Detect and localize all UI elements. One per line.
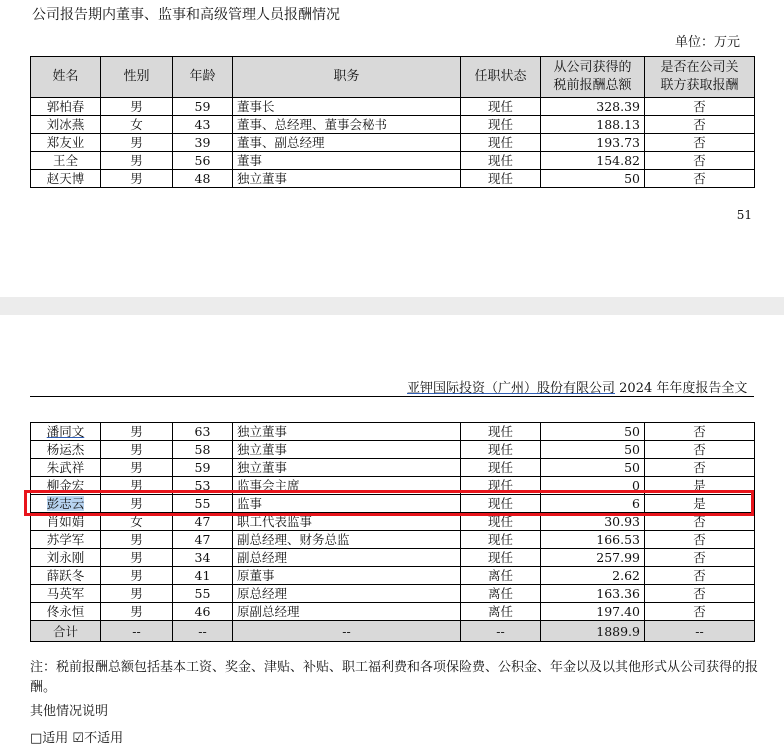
cell-related: 否 xyxy=(645,116,755,134)
cell-related: 否 xyxy=(645,603,755,621)
cell-age: 58 xyxy=(173,441,233,459)
cell-related: 否 xyxy=(645,98,755,116)
cell-name: 刘永刚 xyxy=(31,549,101,567)
cell-status: 现任 xyxy=(461,116,541,134)
applicability-checkboxes: □适用 ☑不适用 xyxy=(30,731,124,746)
cell-age: 59 xyxy=(173,459,233,477)
table-row xyxy=(31,423,755,441)
header-rule xyxy=(30,396,754,397)
cell-name: 赵天博 xyxy=(31,170,101,188)
cell-related: 是 xyxy=(645,495,755,513)
cell-position: 副总经理、财务总监 xyxy=(233,531,461,549)
page-number: 51 xyxy=(736,208,752,222)
highlight-box xyxy=(24,490,754,516)
cell-age: 63 xyxy=(173,423,233,441)
cell-name: 朱武祥 xyxy=(31,459,101,477)
unit-label: 单位：万元 xyxy=(674,35,740,50)
header-status: 任职状态 xyxy=(461,57,541,98)
table-row xyxy=(31,531,755,549)
name-text: 潘同文 xyxy=(46,424,85,439)
cell-position: 独立董事 xyxy=(233,441,461,459)
report-title: 2024 年年度报告全文 xyxy=(615,381,748,396)
header-pay-line1: 从公司获得的 xyxy=(553,60,632,75)
cell-gender: 男 xyxy=(101,495,173,513)
cell-position: 独立董事 xyxy=(233,459,461,477)
header-related-line1: 是否在公司关 xyxy=(660,60,739,75)
cell-pay: 50 xyxy=(541,170,645,188)
cell-age: 41 xyxy=(173,567,233,585)
company-name: 亚钾国际投资（广州）股份有限公司 xyxy=(407,381,616,396)
cell-related: 否 xyxy=(645,152,755,170)
cell-gender: 男 xyxy=(101,423,173,441)
cell-gender: 男 xyxy=(101,441,173,459)
cell-pay: 30.93 xyxy=(541,513,645,531)
cell-age: 46 xyxy=(173,603,233,621)
cell-name: 刘冰燕 xyxy=(31,116,101,134)
cell-status: 离任 xyxy=(461,567,541,585)
cell-status: 现任 xyxy=(461,513,541,531)
cell-status: 现任 xyxy=(461,423,541,441)
cell-status: 现任 xyxy=(461,441,541,459)
cell-related: 否 xyxy=(645,585,755,603)
cell-age: 47 xyxy=(173,531,233,549)
cell-age: 34 xyxy=(173,549,233,567)
cell-related: 否 xyxy=(645,513,755,531)
table-row xyxy=(31,567,755,585)
table-row xyxy=(31,152,755,170)
table-row xyxy=(31,549,755,567)
cell-gender: 男 xyxy=(101,477,173,495)
page-header xyxy=(407,377,747,396)
cell-pay: 0 xyxy=(541,477,645,495)
total-pay: 1889.9 xyxy=(541,621,645,642)
cell-gender: 男 xyxy=(101,549,173,567)
cell-position: 董事、副总经理 xyxy=(233,134,461,152)
header-age: 年龄 xyxy=(173,57,233,98)
header-related xyxy=(645,57,755,98)
table-row xyxy=(31,585,755,603)
cell-age: 53 xyxy=(173,477,233,495)
cell-pay: 197.40 xyxy=(541,603,645,621)
total-label: 合计 xyxy=(31,621,101,642)
cell-pay: 166.53 xyxy=(541,531,645,549)
cell-status: 现任 xyxy=(461,495,541,513)
cell-age: 47 xyxy=(173,513,233,531)
cell-age: 55 xyxy=(173,495,233,513)
cell-related: 否 xyxy=(645,423,755,441)
cell-status: 现任 xyxy=(461,459,541,477)
cell-position: 职工代表监事 xyxy=(233,513,461,531)
cell-status: 现任 xyxy=(461,170,541,188)
selected-name-text[interactable]: 彭志云 xyxy=(46,496,85,511)
header-gender: 性别 xyxy=(101,57,173,98)
cell-status: 现任 xyxy=(461,531,541,549)
table-row xyxy=(31,170,755,188)
cell-related: 否 xyxy=(645,567,755,585)
cell-position: 原总经理 xyxy=(233,585,461,603)
cell-name: 柳金宏 xyxy=(31,477,101,495)
cell-status: 现任 xyxy=(461,477,541,495)
section-title: 公司报告期内董事、监事和高级管理人员报酬情况 xyxy=(32,7,340,23)
cell-gender: 男 xyxy=(101,531,173,549)
cell-position: 董事、总经理、董事会秘书 xyxy=(233,116,461,134)
header-position: 职务 xyxy=(233,57,461,98)
cell-age: 56 xyxy=(173,152,233,170)
total-status: -- xyxy=(461,621,541,642)
cell-name: 王全 xyxy=(31,152,101,170)
cell-position: 监事 xyxy=(233,495,461,513)
cell-related: 否 xyxy=(645,170,755,188)
cell-status: 现任 xyxy=(461,152,541,170)
cell-position: 原董事 xyxy=(233,567,461,585)
cell-position: 原副总经理 xyxy=(233,603,461,621)
cell-age: 48 xyxy=(173,170,233,188)
cell-status: 离任 xyxy=(461,585,541,603)
table-row xyxy=(31,603,755,621)
cell-gender: 男 xyxy=(101,603,173,621)
cell-gender: 男 xyxy=(101,134,173,152)
cell-status: 离任 xyxy=(461,603,541,621)
cell-pay: 193.73 xyxy=(541,134,645,152)
header-related-line2: 联方获取报酬 xyxy=(660,78,739,93)
cell-status: 现任 xyxy=(461,549,541,567)
header-pay-line2: 税前报酬总额 xyxy=(553,78,632,93)
other-info-label: 其他情况说明 xyxy=(30,704,109,719)
cell-related: 否 xyxy=(645,459,755,477)
cell-position: 董事 xyxy=(233,152,461,170)
total-position: -- xyxy=(233,621,461,642)
header-pay xyxy=(541,57,645,98)
table-total-row xyxy=(31,621,755,642)
cell-name: 薛跃冬 xyxy=(31,567,101,585)
table-row xyxy=(31,134,755,152)
table-row xyxy=(31,441,755,459)
cell-gender: 男 xyxy=(101,152,173,170)
cell-pay: 188.13 xyxy=(541,116,645,134)
cell-name: 肖如娟 xyxy=(31,513,101,531)
cell-pay: 6 xyxy=(541,495,645,513)
total-age: -- xyxy=(173,621,233,642)
table-row xyxy=(31,116,755,134)
total-related: -- xyxy=(645,621,755,642)
cell-age: 59 xyxy=(173,98,233,116)
compensation-table-part1 xyxy=(30,56,755,188)
total-gender: -- xyxy=(101,621,173,642)
cell-related: 否 xyxy=(645,134,755,152)
cell-status: 现任 xyxy=(461,98,541,116)
cell-pay: 50 xyxy=(541,459,645,477)
cell-related: 否 xyxy=(645,549,755,567)
cell-pay: 163.36 xyxy=(541,585,645,603)
cell-age: 39 xyxy=(173,134,233,152)
table-row xyxy=(31,459,755,477)
cell-pay: 328.39 xyxy=(541,98,645,116)
cell-status: 现任 xyxy=(461,134,541,152)
footnote: 注：税前报酬总额包括基本工资、奖金、津贴、补贴、职工福利费和各项保险费、公积金、年金以及以其他形式从公司获得的报酬。 xyxy=(30,660,759,695)
table-header-row xyxy=(31,57,755,98)
cell-position: 监事会主席 xyxy=(233,477,461,495)
cell-age: 55 xyxy=(173,585,233,603)
compensation-table-part2 xyxy=(30,422,755,642)
cell-related: 是 xyxy=(645,477,755,495)
header-name: 姓名 xyxy=(31,57,101,98)
cell-related: 否 xyxy=(645,441,755,459)
cell-pay: 50 xyxy=(541,441,645,459)
cell-pay: 2.62 xyxy=(541,567,645,585)
cell-gender: 男 xyxy=(101,585,173,603)
table-row xyxy=(31,98,755,116)
page-gap xyxy=(0,297,784,315)
cell-name: 苏学军 xyxy=(31,531,101,549)
cell-name xyxy=(31,423,101,441)
cell-name: 佟永恒 xyxy=(31,603,101,621)
cell-pay: 50 xyxy=(541,423,645,441)
cell-gender: 女 xyxy=(101,116,173,134)
cell-position: 董事长 xyxy=(233,98,461,116)
cell-pay: 154.82 xyxy=(541,152,645,170)
cell-position: 独立董事 xyxy=(233,170,461,188)
cell-name: 郑友业 xyxy=(31,134,101,152)
cell-gender: 男 xyxy=(101,459,173,477)
cell-position: 独立董事 xyxy=(233,423,461,441)
cell-name: 杨运杰 xyxy=(31,441,101,459)
cell-age: 43 xyxy=(173,116,233,134)
cell-position: 副总经理 xyxy=(233,549,461,567)
cell-gender: 男 xyxy=(101,170,173,188)
cell-gender: 男 xyxy=(101,567,173,585)
cell-gender: 女 xyxy=(101,513,173,531)
cell-name: 马英军 xyxy=(31,585,101,603)
cell-related: 否 xyxy=(645,531,755,549)
cell-name: 郭柏春 xyxy=(31,98,101,116)
cell-pay: 257.99 xyxy=(541,549,645,567)
cell-gender: 男 xyxy=(101,98,173,116)
